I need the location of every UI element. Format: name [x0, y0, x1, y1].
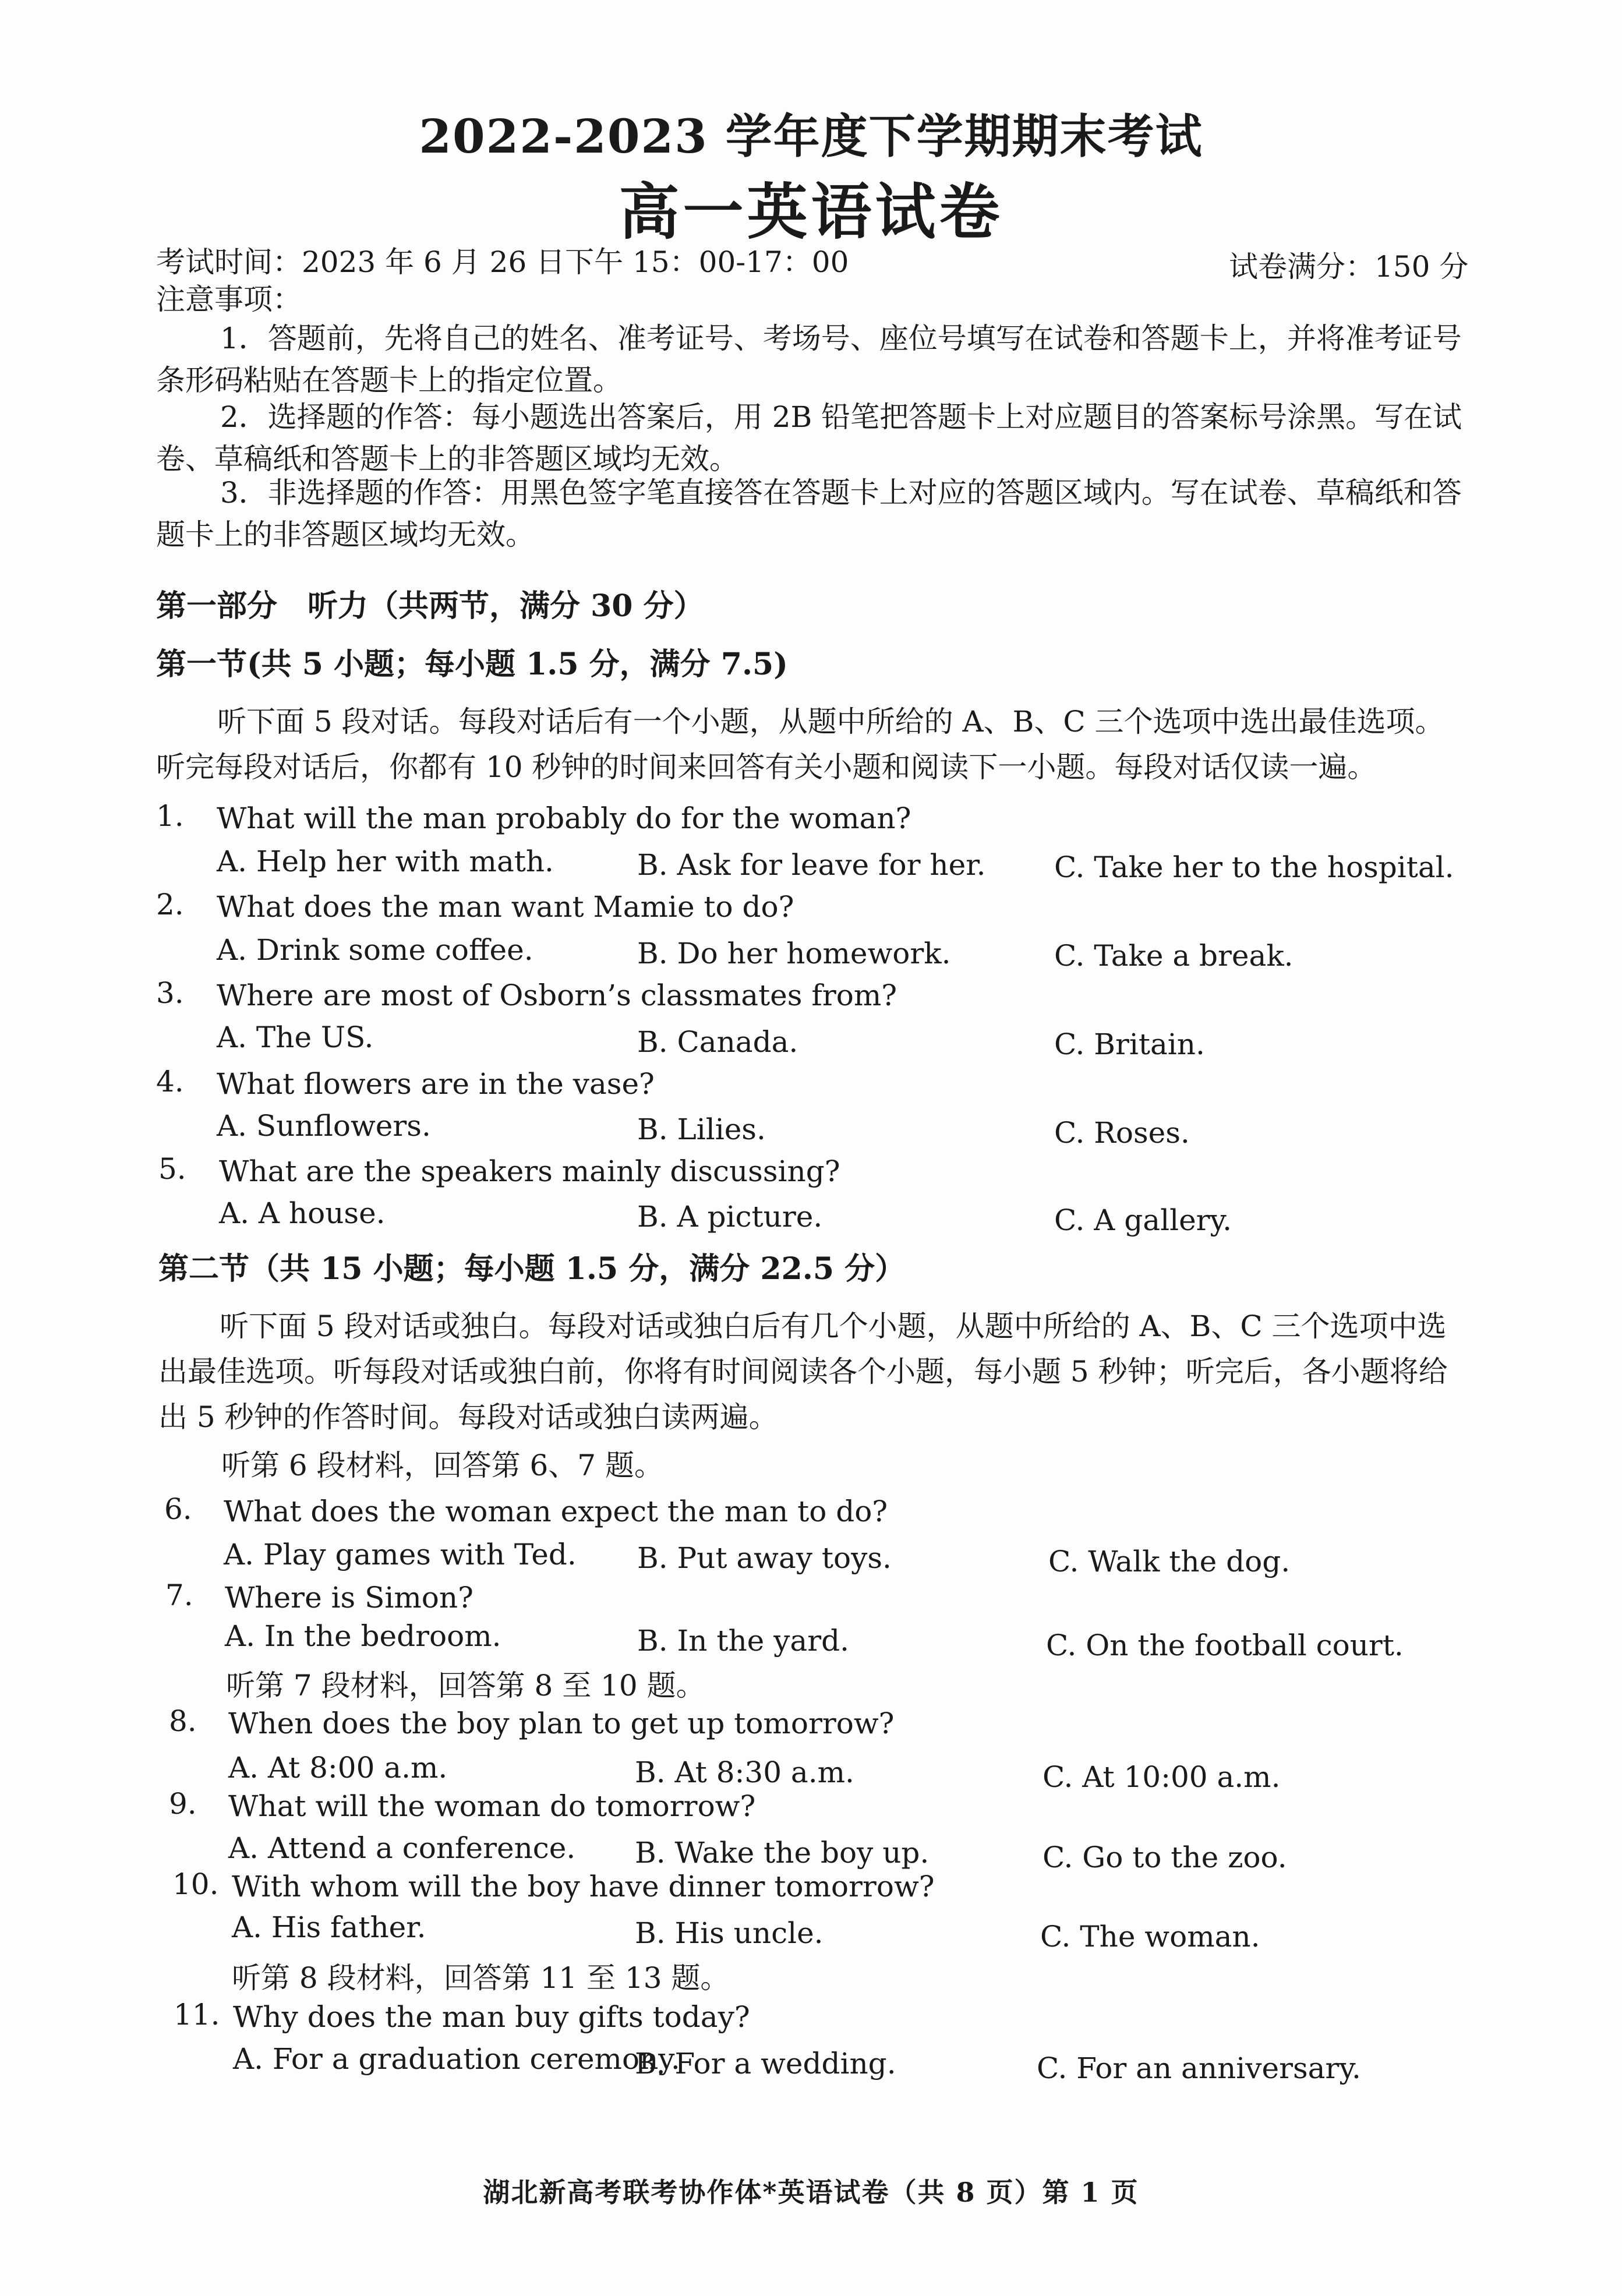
option-c: C. A gallery.: [1054, 1203, 1232, 1237]
option-c: C. Walk the dog.: [1048, 1545, 1291, 1578]
option-a: A. At 8:00 a.m.: [228, 1751, 448, 1785]
question-number: 10.: [172, 1867, 219, 1901]
question-number: 3.: [156, 976, 184, 1010]
option-c: C. Take her to the hospital.: [1054, 850, 1454, 884]
option-b: B. For a wedding.: [635, 2047, 896, 2080]
option-c: C. The woman.: [1040, 1920, 1260, 1954]
option-c: C. At 10:00 a.m.: [1043, 1760, 1281, 1794]
exam-title: 2022-2023 学年度下学期期末考试: [419, 109, 1203, 164]
material-note: 听第 8 段材料，回答第 11 至 13 题。: [232, 1961, 730, 1995]
option-a: A. Play games with Ted.: [224, 1538, 577, 1571]
note-item-3: 3．非选择题的作答：用黑色签字笔直接答在答题卡上对应的答题区域内。写在试卷、草稿纸和答题卡上的非答题区域均无效。: [156, 476, 1462, 552]
exam-time: 考试时间：2023 年 6 月 26 日下午 15：00-17：00: [156, 245, 849, 279]
part1-title: 第一部分 听力（共两节，满分 30 分）: [156, 588, 704, 624]
note-item-1: 1．答题前，先将自己的姓名、准考证号、考场号、座位号填写在试卷和答题卡上，并将准考证号条形码粘贴在答题卡上的指定位置。: [156, 322, 1462, 397]
full-score: 试卷满分：150 分: [1229, 250, 1469, 284]
option-b: B. Lilies.: [637, 1112, 766, 1146]
part1-section2-title: 第二节（共 15 小题；每小题 1.5 分，满分 22.5 分）: [158, 1251, 906, 1287]
option-b: B. A picture.: [637, 1200, 823, 1234]
question-text: What will the man probably do for the woman?: [217, 801, 911, 835]
section1-instructions: 听下面 5 段对话。每段对话后有一个小题，从题中所给的 A、B、C 三个选项中选出最佳选项。听完每段对话后，你都有 10 秒钟的时间来回答有关小题和阅读下一小题。每段对话仅读一遍。: [156, 705, 1444, 784]
question-text: What does the man want Mamie to do?: [217, 890, 794, 924]
option-b: B. Put away toys.: [637, 1541, 892, 1575]
option-a: A. Sunflowers.: [217, 1109, 431, 1143]
exam-subject-title: 高一英语试卷: [619, 176, 1003, 248]
note-item-2: 2．选择题的作答：每小题选出答案后，用 2B 铅笔把答题卡上对应题目的答案标号涂黑。写在试卷、草稿纸和答题卡上的非答题区域均无效。: [156, 400, 1462, 476]
question-number: 6.: [164, 1492, 192, 1526]
option-c: C. Take a break.: [1054, 939, 1294, 973]
question-text: What flowers are in the vase?: [217, 1067, 655, 1101]
option-a: A. Drink some coffee.: [217, 933, 533, 967]
question-number: 9.: [169, 1787, 197, 1821]
option-a: A. A house.: [219, 1196, 386, 1230]
option-c: C. For an anniversary.: [1037, 2051, 1361, 2085]
question-text: What does the woman expect the man to do?: [224, 1495, 888, 1528]
option-b: B. Canada.: [637, 1025, 798, 1059]
question-number: 2.: [156, 888, 184, 921]
option-b: B. Ask for leave for her.: [637, 848, 986, 882]
page-footer: 湖北新高考联考协作体*英语试卷（共 8 页）第 1 页: [483, 2177, 1139, 2208]
option-a: A. Attend a conference.: [228, 1831, 576, 1865]
question-number: 7.: [165, 1578, 193, 1612]
option-c: C. Go to the zoo.: [1043, 1841, 1287, 1874]
question-text: With whom will the boy have dinner tomorrow?: [232, 1870, 935, 1903]
question-text: What will the woman do tomorrow?: [228, 1789, 756, 1823]
option-b: B. His uncle.: [635, 1916, 824, 1950]
option-b: B. At 8:30 a.m.: [635, 1755, 854, 1789]
question-number: 8.: [169, 1704, 197, 1738]
option-b: B. Wake the boy up.: [635, 1836, 930, 1870]
question-number: 5.: [158, 1152, 186, 1186]
option-a: A. Help her with math.: [217, 845, 554, 878]
option-c: C. On the football court.: [1046, 1629, 1404, 1662]
material-note: 听第 7 段材料，回答第 8 至 10 题。: [226, 1669, 705, 1702]
option-a: A. In the bedroom.: [225, 1619, 501, 1653]
question-text: What are the speakers mainly discussing?: [219, 1154, 840, 1188]
question-text: When does the boy plan to get up tomorrow?: [228, 1707, 895, 1740]
question-number: 11.: [174, 1998, 220, 2032]
question-number: 1.: [156, 799, 184, 833]
section2-instructions: 听下面 5 段对话或独白。每段对话或独白后有几个小题，从题中所给的 A、B、C 三个选项中选出最佳选项。听每段对话或独白前，你将有时间阅读各个小题，每小题 5 秒钟；听完后，各小题将给出 5 秒钟的作答时间。每段对话或独白读两遍。: [158, 1309, 1448, 1434]
option-a: A. For a graduation ceremony.: [233, 2042, 680, 2076]
material-note: 听第 6 段材料，回答第 6、7 题。: [221, 1449, 664, 1482]
question-number: 4.: [156, 1065, 184, 1098]
notes-heading: 注意事项：: [156, 282, 302, 316]
option-c: C. Britain.: [1054, 1027, 1205, 1061]
option-b: B. In the yard.: [637, 1624, 850, 1658]
part1-section1-title: 第一节(共 5 小题；每小题 1.5 分，满分 7.5): [156, 647, 788, 682]
option-b: B. Do her homework.: [637, 937, 951, 970]
question-text: Why does the man buy gifts today?: [233, 2000, 750, 2034]
option-c: C. Roses.: [1054, 1116, 1190, 1150]
option-a: A. The US.: [217, 1020, 374, 1054]
question-text: Where is Simon?: [225, 1581, 473, 1615]
question-text: Where are most of Osborn’s classmates from?: [217, 979, 897, 1012]
option-a: A. His father.: [232, 1910, 426, 1944]
